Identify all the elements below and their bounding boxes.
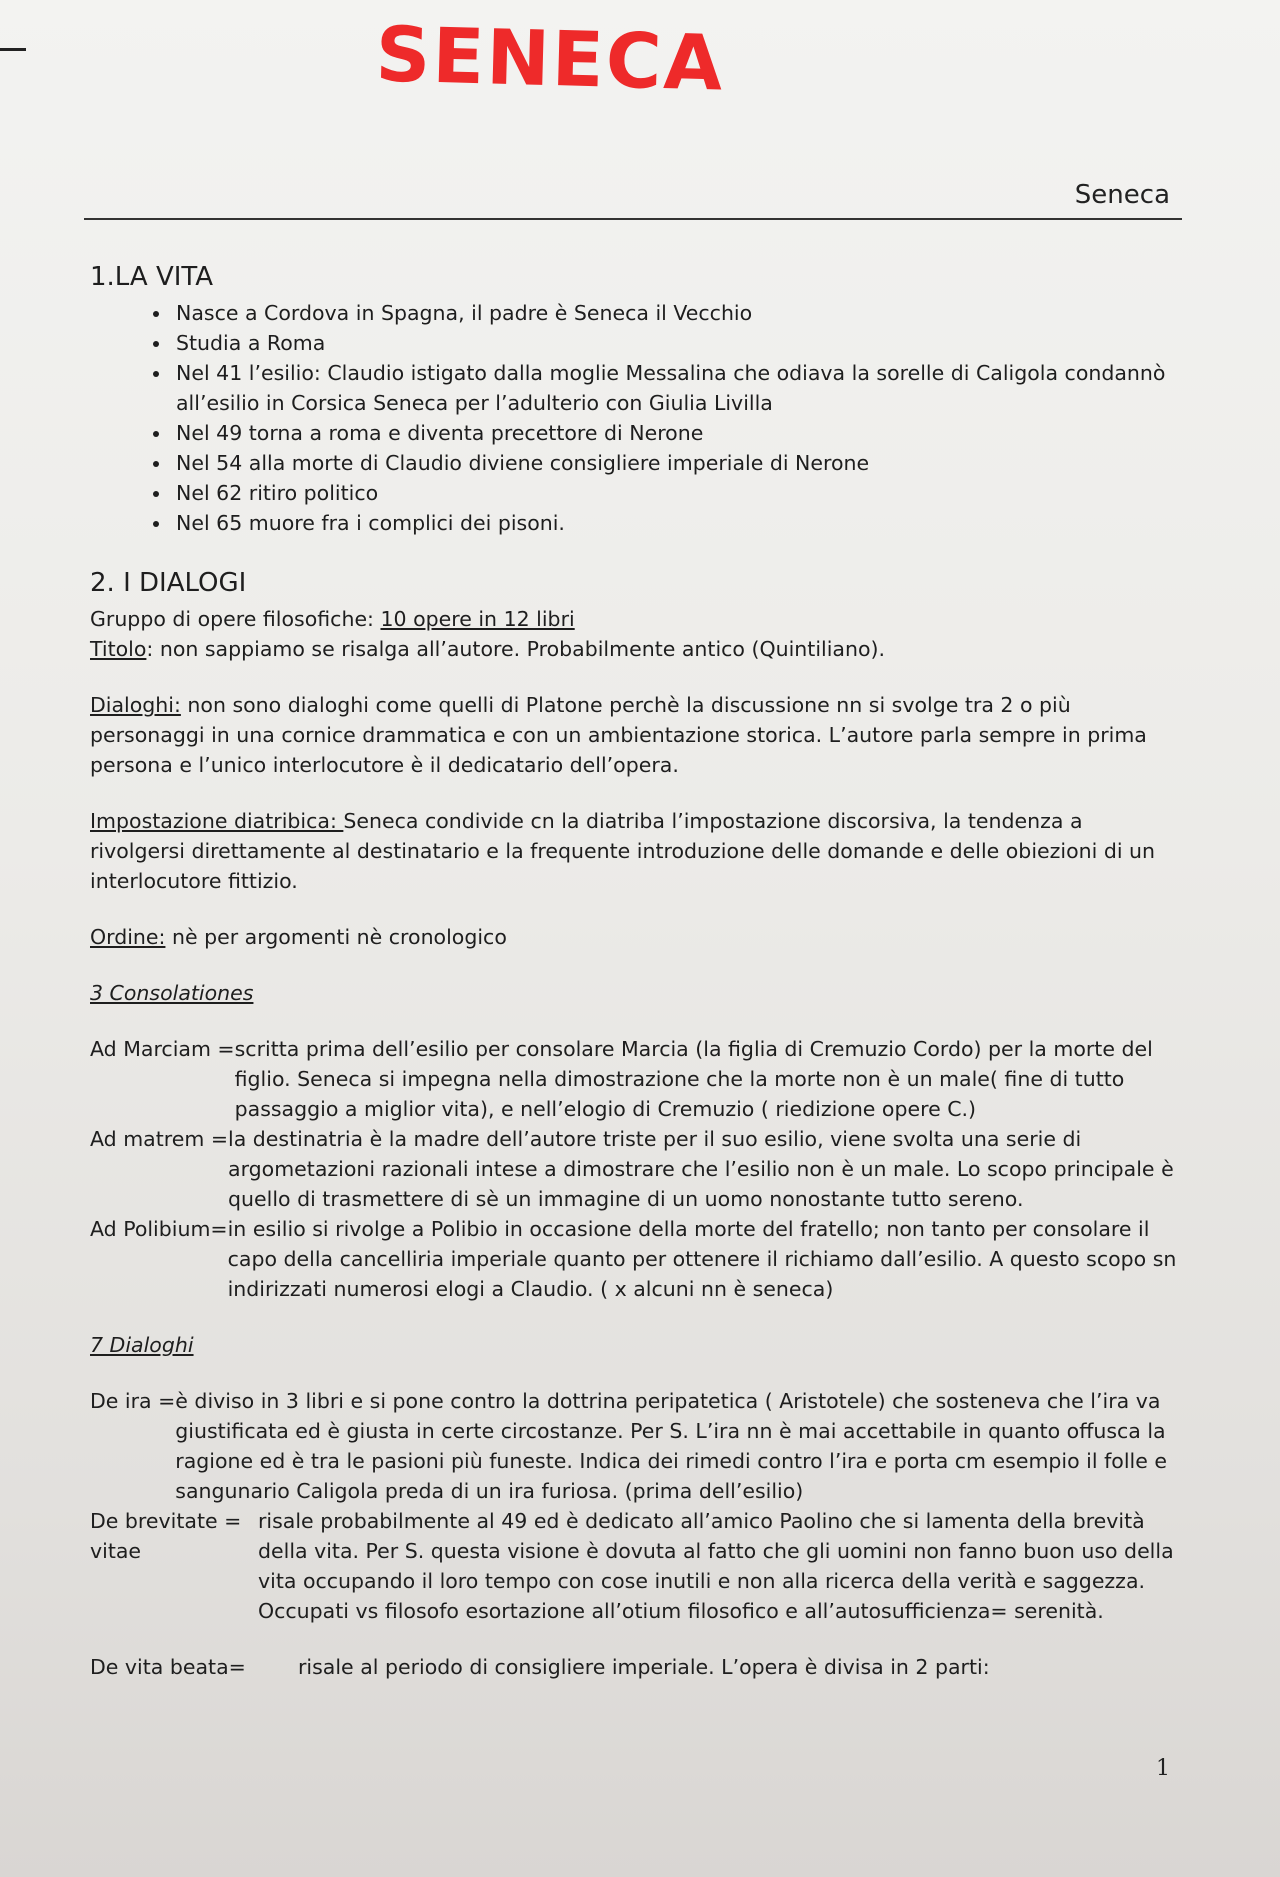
titolo-label: Titolo — [90, 637, 147, 661]
list-item: • Nel 41 l’esilio: Claudio istigato dalla moglie Messalina che odiava la sorelle di Caligola condannò all’esilio in Corsica Seneca per l’adulterio con Giulia Livilla — [172, 358, 1180, 418]
titolo-line — [90, 634, 1180, 664]
consolatio-entry — [90, 1124, 1180, 1214]
impostazione-text: Seneca condivide cn la diatriba l’impostazione discorsiva, la tendenza a rivolgersi direttamente al destinatario e la frequente introduzione delle domande e delle obiezioni di un interlocutore fittizio. — [90, 809, 1156, 893]
header-rule — [84, 218, 1182, 220]
entry-text: risale probabilmente al 49 ed è dedicato all’amico Paolino che si lamenta della brevità — [258, 1509, 1145, 1533]
entry-label: Ad Marciam = — [90, 1037, 235, 1061]
document-body — [90, 262, 1180, 1682]
list-item: • Nel 49 torna a roma e diventa precettore di Nerone — [172, 418, 1180, 448]
vita-list — [90, 298, 1180, 538]
list-item: • Nel 65 muore fra i complici dei pisoni. — [172, 508, 1180, 538]
impostazione-label: Impostazione diatribica: — [90, 809, 344, 833]
list-item: • Studia a Roma — [172, 328, 1180, 358]
list-item: • Nasce a Cordova in Spagna, il padre è Seneca il Vecchio — [172, 298, 1180, 328]
running-header: Seneca — [1074, 180, 1170, 210]
dialoghi-text: non sono dialoghi come quelli di Platone perchè la discussione nn si svolge tra 2 o più personaggi in una cornice drammatica e con un ambientazione storica. L’autore parla sempre in prima persona e l’unico interlocutore è il dedicatario dell’opera. — [90, 693, 1147, 777]
section-heading-vita: 1.LA VITA — [90, 262, 214, 292]
entry-text-continued: della vita. Per S. questa visione è dovuta al fatto che gli uomini non fanno buon uso della vita occupando il loro tempo con cose inutili e non alla ricerca della verità e saggezza. Occupati vs filosofo esortazione all’otium filosofico e all’autosufficienza= serenità. — [258, 1539, 1174, 1623]
dialogo-entry-de-vita-beata — [90, 1652, 1180, 1682]
entry-text: è diviso in 3 libri e si pone contro la dottrina peripatetica ( Aristotele) che sosteneva che l’ira va giustificata ed è giusta in certe circostanze. Per S. L’ira nn è mai accettabile in quanto offusca la ragione ed è tra le pasioni più funeste. Indica dei rimedi contro l’ira e porta cm esempio il folle e sangunario Caligola preda di un ira furiosa. (prima dell’esilio) — [175, 1389, 1167, 1503]
entry-label: Ad matrem = — [90, 1127, 229, 1151]
entry-label: De brevitate = — [90, 1509, 242, 1533]
consolationes-heading: 3 Consolationes — [90, 981, 254, 1005]
entry-text: in esilio si rivolge a Polibio in occasione della morte del fratello; non tanto per consolare il capo della cancelliria imperiale quanto per ottenere il richiamo dall’esilio. A questo scopo sn indirizzati numerosi elogi a Claudio. ( x alcuni nn è seneca) — [227, 1217, 1177, 1301]
section-heading-dialoghi: 2. I DIALOGI — [90, 568, 247, 598]
entry-label: De ira = — [90, 1389, 176, 1413]
entry-label: Ad Polibium= — [90, 1217, 228, 1241]
list-item: • Nel 62 ritiro politico — [172, 478, 1180, 508]
sette-dialoghi-heading: 7 Dialoghi — [90, 1333, 194, 1357]
dialoghi-paragraph — [90, 690, 1180, 780]
entry-label: De vita beata= — [90, 1655, 246, 1679]
impostazione-paragraph — [90, 806, 1180, 896]
ordine-text: nè per argomenti nè cronologico — [165, 925, 507, 949]
gruppo-prefix: Gruppo di opere filosofiche: — [90, 607, 381, 631]
entry-text: risale al periodo di consigliere imperiale. L’opera è divisa in 2 parti: — [298, 1655, 990, 1679]
consolatio-entry — [90, 1214, 1180, 1304]
titolo-text: : non sappiamo se risalga all’autore. Probabilmente antico (Quintiliano). — [146, 637, 886, 661]
page-title: SENECA — [374, 9, 726, 108]
entry-text: la destinatria è la madre dell’autore triste per il suo esilio, viene svolta una serie di argometazioni razionali intese a dimostrare che l’esilio non è un male. Lo scopo principale è quello di trasmettere di sè un immagine di un uomo nonostante tutto sereno. — [228, 1127, 1174, 1211]
entry-label-continued: vitae — [90, 1539, 142, 1563]
dialogo-entry-de-brevitate — [90, 1506, 1180, 1626]
gruppo-line — [90, 604, 1180, 634]
ordine-label: Ordine: — [90, 925, 166, 949]
dialogo-entry-de-ira — [90, 1386, 1180, 1506]
dialoghi-label: Dialoghi: — [90, 693, 181, 717]
entry-text: scritta prima dell’esilio per consolare Marcia (la figlia di Cremuzio Cordo) per la morte del figlio. Seneca si impegna nella dimostrazione che la morte non è un male( fine di tutto passaggio a miglior vita), e nell’elogio di Cremuzio ( riedizione opere C.) — [234, 1037, 1153, 1121]
gruppo-value: 10 opere in 12 libri — [380, 607, 575, 631]
consolatio-entry — [90, 1034, 1180, 1124]
page-number: 1 — [1156, 1756, 1170, 1781]
list-item: • Nel 54 alla morte di Claudio diviene consigliere imperiale di Nerone — [172, 448, 1180, 478]
ordine-line — [90, 922, 1180, 952]
